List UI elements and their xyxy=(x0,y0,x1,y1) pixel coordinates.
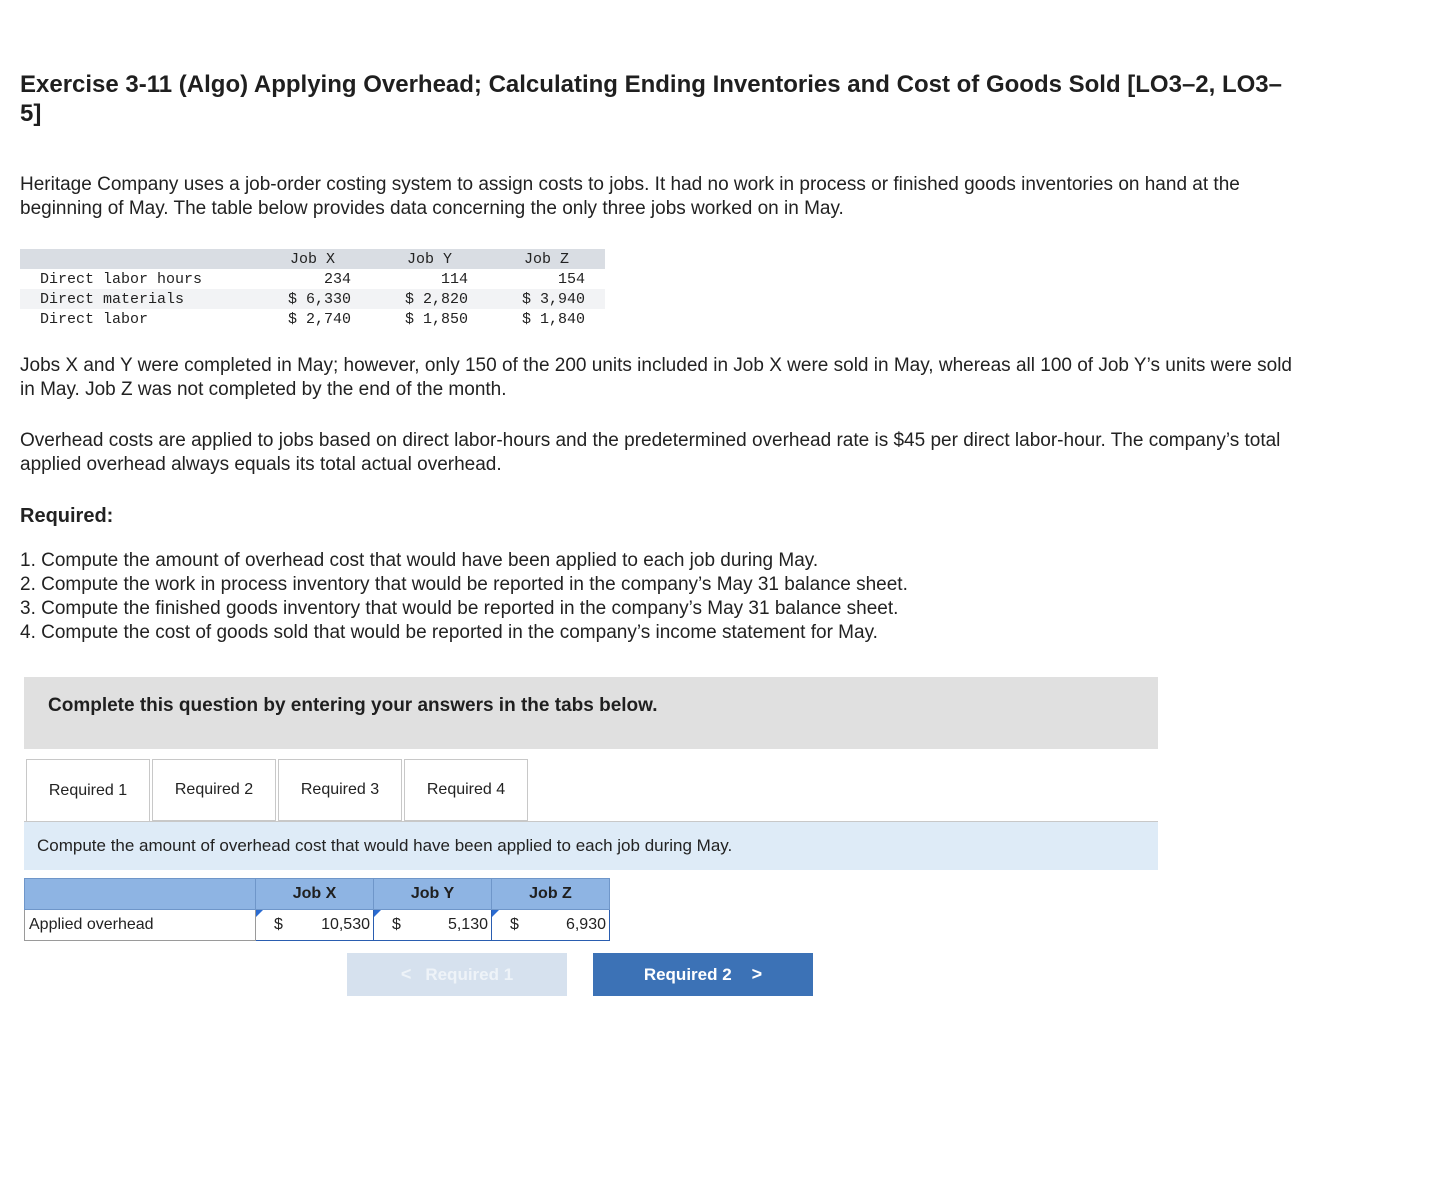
list-item: 1. Compute the amount of overhead cost that would have been applied to each job during May. xyxy=(20,550,819,571)
overhead-paragraph: Overhead costs are applied to jobs based on direct labor-hours and the predetermined overhead rate is $45 per direct labor-hour. The company’s total applied overhead always equals its total actual overhead. xyxy=(20,430,1281,475)
job-data-header-job-y: Job Y xyxy=(371,249,488,269)
answer-header-job-y: Job Y xyxy=(374,879,492,910)
answer-header-job-x: Job X xyxy=(256,879,374,910)
question-prompt xyxy=(24,822,1158,870)
row-label-direct-labor-hours: Direct labor hours xyxy=(40,270,203,288)
next-button[interactable] xyxy=(593,953,813,996)
applied-overhead-label: Applied overhead xyxy=(25,910,256,941)
row-label-direct-labor: Direct labor xyxy=(40,310,149,328)
currency-symbol: $ xyxy=(274,916,283,933)
next-button-label: Required 2 xyxy=(643,964,732,984)
cell-value: 114 xyxy=(440,270,468,288)
answer-flag-icon xyxy=(256,910,263,917)
input-value: 10,530 xyxy=(321,916,370,933)
tab-required-4[interactable]: Required 4 xyxy=(404,759,528,821)
table-row xyxy=(20,309,605,329)
list-item: 2. Compute the work in process inventory that would be reported in the company’s May 31 balance sheet. xyxy=(20,574,908,595)
instruction-text: Complete this question by entering your answers in the tabs below. xyxy=(48,695,658,716)
answer-flag-icon xyxy=(374,910,381,917)
applied-overhead-job-x-input[interactable] xyxy=(256,910,374,941)
row-label-direct-materials: Direct materials xyxy=(20,289,254,309)
exercise-title: Exercise 3-11 (Algo) Applying Overhead; Calculating Ending Inventories and Cost of Goods Sold [LO3–2, LO3–5] xyxy=(20,71,1283,127)
prompt-text: Compute the amount of overhead cost that would have been applied to each job during May. xyxy=(37,836,733,855)
cell-value: $ 2,740 xyxy=(287,310,351,328)
answer-flag-icon xyxy=(492,910,499,917)
completion-paragraph: Jobs X and Y were completed in May; however, only 150 of the 200 units included in Job X were sold in May, whereas all 100 of Job Y’s units were sold in May. Job Z was not completed by the end of the month. xyxy=(20,355,1292,400)
table-row xyxy=(20,289,605,309)
answer-header-row xyxy=(25,879,610,910)
table-row xyxy=(25,910,610,941)
applied-overhead-job-y-input[interactable] xyxy=(374,910,492,941)
answer-header-job-z: Job Z xyxy=(492,879,610,910)
required-heading: Required: xyxy=(20,505,114,527)
tab-required-1[interactable]: Required 1 xyxy=(26,759,150,822)
input-value: 5,130 xyxy=(447,916,488,933)
list-item: 3. Compute the finished goods inventory that would be reported in the company’s May 31 balance sheet. xyxy=(20,598,899,619)
cell-value: $ 1,840 xyxy=(521,310,585,328)
list-item: 4. Compute the cost of goods sold that would be reported in the company’s income statement for May. xyxy=(20,622,878,643)
cell-value: $ 6,330 xyxy=(254,289,371,309)
answer-table xyxy=(24,878,610,941)
previous-button-label: Required 1 xyxy=(425,964,514,984)
required-list xyxy=(20,549,908,645)
tab-required-3[interactable]: Required 3 xyxy=(278,759,402,821)
job-data-header-row xyxy=(20,249,605,269)
cell-value: 234 xyxy=(323,270,351,288)
input-value: 6,930 xyxy=(565,916,606,933)
answer-header-blank xyxy=(25,879,256,910)
tab-required-2[interactable]: Required 2 xyxy=(152,759,276,821)
currency-symbol: $ xyxy=(510,916,519,933)
cell-value: $ 2,820 xyxy=(371,289,488,309)
cell-value: 154 xyxy=(557,270,585,288)
job-data-table xyxy=(20,249,605,329)
instruction-banner xyxy=(24,677,1158,749)
cell-value: $ 1,850 xyxy=(404,310,468,328)
job-data-header-job-z: Job Z xyxy=(488,249,605,269)
table-row xyxy=(20,269,605,289)
applied-overhead-job-z-input[interactable] xyxy=(492,910,610,941)
previous-button[interactable] xyxy=(347,953,567,996)
currency-symbol: $ xyxy=(392,916,401,933)
chevron-right-icon: > xyxy=(751,964,763,984)
chevron-left-icon: < xyxy=(400,964,412,984)
cell-value: $ 3,940 xyxy=(488,289,605,309)
intro-paragraph: Heritage Company uses a job-order costing system to assign costs to jobs. It had no work in process or finished goods inventories on hand at the beginning of May. The table below provides data concerning the only three jobs worked on in May. xyxy=(20,174,1240,219)
job-data-header-job-x: Job X xyxy=(254,249,371,269)
job-data-header-blank xyxy=(20,249,254,269)
